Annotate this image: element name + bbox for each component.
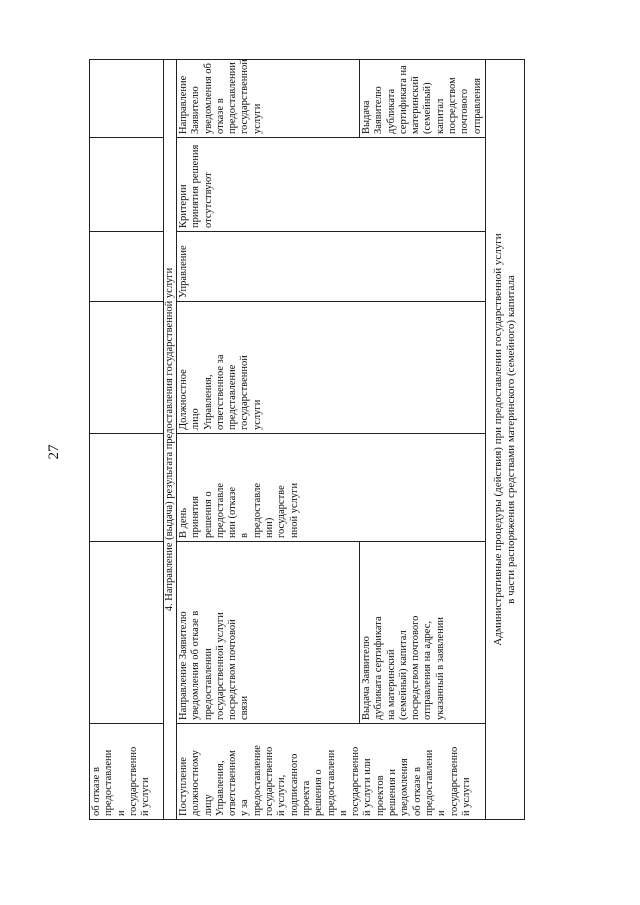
cell-empty [90, 434, 164, 542]
section-header-row [164, 60, 177, 820]
footer-row [485, 60, 524, 820]
rotated-table-sheet [89, 60, 551, 820]
cell-criteria: Критерии принятия решения отсутствуют [177, 138, 486, 232]
cell-action: Направление Заявителю уведомления об отказе в предоставлении государственной услуги посредством почтовой связи [177, 542, 360, 724]
cell-empty [90, 302, 164, 434]
footer-line-1: Административные процедуры (действия) при предоставлении государственной услуги [491, 233, 504, 646]
cell-place: Управление [177, 232, 486, 302]
cell-empty [90, 138, 164, 232]
cell-official: Должностное лицо Управления, ответственное за представление государственной услуги [177, 302, 486, 434]
footer-caption [485, 60, 524, 820]
cell-term: В день принятия решения о предоставле нии (отказе в предоставле нии) государстве нной услуги [177, 434, 486, 542]
table-row [177, 60, 360, 820]
section-title: 4. Направление (выдача) результата предоставления государственной услуги [164, 60, 177, 820]
cell-empty [90, 232, 164, 302]
footer-line-2: в части распоряжения средствами материнского (семейного) капитала [504, 275, 517, 604]
cell-empty [90, 542, 164, 724]
cell-result: Направление Заявителю уведомления об отказе в предоставлении государственной услуги [177, 60, 360, 138]
continuation-row [90, 60, 164, 820]
cell-continued-basis: об отказе в предоставлени и государственно й услуги [90, 724, 164, 820]
cell-result: Выдача Заявителю дубликата сертификата на материнский (семейный) капитал посредством почтового отправления [360, 60, 486, 138]
cell-action: Выдача Заявителю дубликата сертификата на материнский (семейный) капитал посредством почтового отправления на адрес, указанный в заявлении [360, 542, 486, 724]
cell-empty [90, 60, 164, 138]
cell-basis: Поступление должностному лицу Управления, ответственном у за предоставление государственно й услуги, подписанного проекта решения о предоставлени и государственно й услуги или проектов решения и уведомления об отказе в предоставлени и государственно й услуги [177, 724, 486, 820]
page-number: 27 [46, 444, 62, 460]
procedures-table [89, 59, 525, 820]
